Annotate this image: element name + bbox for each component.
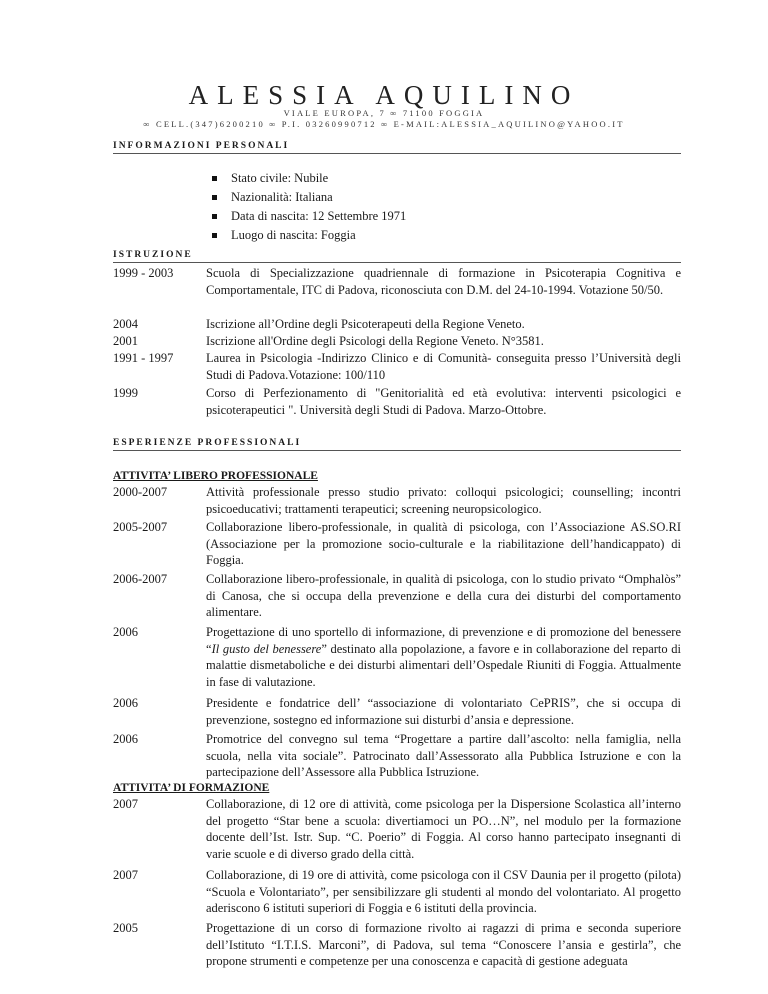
entry-text: Iscrizione all’Ordine degli Psicoterapeuti della Regione Veneto. bbox=[206, 317, 525, 331]
experience-entry bbox=[113, 624, 681, 690]
entry-year: 2001 bbox=[113, 334, 138, 348]
entry-text: Laurea in Psicologia -Indirizzo Clinico e di Comunità- conseguita presso l’Università degli Studi di Padova.Votazione: 100/110 bbox=[206, 351, 681, 382]
education-entry bbox=[113, 316, 681, 333]
section-title-education: ISTRUZIONE bbox=[113, 250, 681, 263]
entry-text: Scuola di Specializzazione quadriennale di formazione in Psicoterapia Cognitiva e Comportamentale, ITC di Padova, riconosciuta con D.M. del 24-10-1994. Votazione 50/50. bbox=[206, 266, 681, 297]
entry-year: 2000-2007 bbox=[113, 485, 168, 499]
subsection-title-libero: ATTIVITA’ LIBERO PROFESSIONALE bbox=[113, 470, 318, 482]
education-entry bbox=[113, 333, 681, 350]
list-item: Data di nascita: 12 Settembre 1971 bbox=[212, 207, 406, 226]
entry-text: Corso di Perfezionamento di "Genitorialità ed età evolutiva: interventi psicologici e psicoterapeutici ". Università degli Studi di Padova. Marzo-Ottobre. bbox=[206, 386, 681, 417]
address-line: VIALE EUROPA, 7 ∞ 71100 FOGGIA bbox=[283, 108, 485, 118]
training-entry bbox=[113, 796, 681, 862]
entry-year: 1991 - 1997 bbox=[113, 351, 174, 365]
section-title-experience: ESPERIENZE PROFESSIONALI bbox=[113, 438, 681, 451]
experience-entry bbox=[113, 484, 681, 517]
experience-entry bbox=[113, 695, 681, 728]
education-entry bbox=[113, 350, 681, 383]
entry-text: Attività professionale presso studio privato: colloqui psicologici; counselling; incontri psicoeducativi; trattamenti terapeutici; screening neuropsicologico. bbox=[206, 485, 681, 516]
training-entry bbox=[113, 867, 681, 917]
entry-text: Collaborazione, di 12 ore di attività, come psicologa per la Dispersione Scolastica all’interno del progetto “Star bene a scuola: divertiamoci un PO…N”, nel modulo per la formazione docente dell’Ist. Istr. Sup. “C. Poerio” di Foggia. Al corso hanno partecipato insegnanti di varie scuole e di diverso grado della città. bbox=[206, 797, 681, 861]
experience-entry bbox=[113, 731, 681, 781]
entry-year: 2005-2007 bbox=[113, 520, 168, 534]
candidate-name: ALESSIA AQUILINO bbox=[188, 80, 580, 110]
education-entry bbox=[113, 385, 681, 418]
entry-text: Collaborazione, di 19 ore di attività, come psicologa con il CSV Daunia per il progetto (pilota) “Scuola e Volontariato”, per sensibilizzare gli studenti al mondo del volontariato. Al progetto aderiscono 6 istituti superiori di Foggia e 6 istituti della provincia. bbox=[206, 868, 681, 915]
entry-text: Progettazione di uno sportello di informazione, di prevenzione e di promozione del benessere “Il gusto del benessere” destinato alla popolazione, a favore e in collaborazione del reparto di malattie dismetaboliche e dei disturbi alimentari dell’Ospedale Riuniti di Foggia. Attualmente in fase di valutazione. bbox=[206, 625, 681, 689]
personal-info-list bbox=[212, 169, 406, 245]
bullet-square-icon bbox=[212, 214, 217, 219]
entry-text: Collaborazione libero-professionale, in qualità di psicologa, con l’Associazione AS.SO.RI (Associazione per la promozione socio-culturale e la riabilitazione dell’handicappato) di Foggia. bbox=[206, 520, 681, 567]
entry-text: Progettazione di un corso di formazione rivolto ai ragazzi di prima e seconda superiore dell’Istituto “I.T.I.S. Marconi”, di Padova, sul tema “Conoscere l’ansia e gestirla”, che propone strumenti e competenze per una conoscenza e capacità di gestione adeguata bbox=[206, 921, 681, 968]
bullet-square-icon bbox=[212, 233, 217, 238]
section-title-personal: INFORMAZIONI PERSONALI bbox=[113, 141, 681, 154]
bullet-square-icon bbox=[212, 176, 217, 181]
entry-year: 2006 bbox=[113, 696, 138, 710]
project-title: Il gusto del benessere bbox=[211, 641, 322, 656]
entry-text: Iscrizione all'Ordine degli Psicologi della Regione Veneto. N°3581. bbox=[206, 334, 544, 348]
entry-year: 2006 bbox=[113, 625, 138, 639]
subsection-title-formazione: ATTIVITA’ DI FORMAZIONE bbox=[113, 782, 270, 794]
entry-year: 2006-2007 bbox=[113, 572, 168, 586]
entry-text: Collaborazione libero-professionale, in qualità di psicologa, con lo studio privato “Omphalòs” di Canosa, che si occupa della prevenzione e della cura dei disturbi del comportamento alimentare. bbox=[206, 572, 681, 619]
entry-text: Promotrice del convegno sul tema “Progettare a partire dall’ascolto: nella famiglia, nella scuola, nella vita sociale”. Patrocinato dall’Assessorato alla Pubblica Istruzione e con la partecipazione dell’Assessore alla Pubblica Istruzione. bbox=[206, 732, 681, 779]
list-item: Luogo di nascita: Foggia bbox=[212, 226, 406, 245]
entry-year: 2006 bbox=[113, 732, 138, 746]
experience-entry bbox=[113, 571, 681, 621]
entry-year: 1999 bbox=[113, 386, 138, 400]
entry-year: 2004 bbox=[113, 317, 138, 331]
experience-entry bbox=[113, 519, 681, 569]
education-entry bbox=[113, 265, 681, 298]
training-entry bbox=[113, 920, 681, 970]
entry-year: 2005 bbox=[113, 921, 138, 935]
contact-line: ∞ CELL.(347)6200210 ∞ P.I. 03260990712 ∞ E-MAIL:ALESSIA_AQUILINO@YAHOO.IT bbox=[143, 119, 625, 129]
entry-year: 1999 - 2003 bbox=[113, 266, 174, 280]
entry-year: 2007 bbox=[113, 797, 138, 811]
list-item: Stato civile: Nubile bbox=[212, 169, 406, 188]
entry-text: Presidente e fondatrice dell’ “associazione di volontariato CePRIS”, che si occupa di prevenzione, sostegno ed informazione sui disturbi d’ansia e depressione. bbox=[206, 696, 681, 727]
list-item: Nazionalità: Italiana bbox=[212, 188, 406, 207]
bullet-square-icon bbox=[212, 195, 217, 200]
entry-year: 2007 bbox=[113, 868, 138, 882]
